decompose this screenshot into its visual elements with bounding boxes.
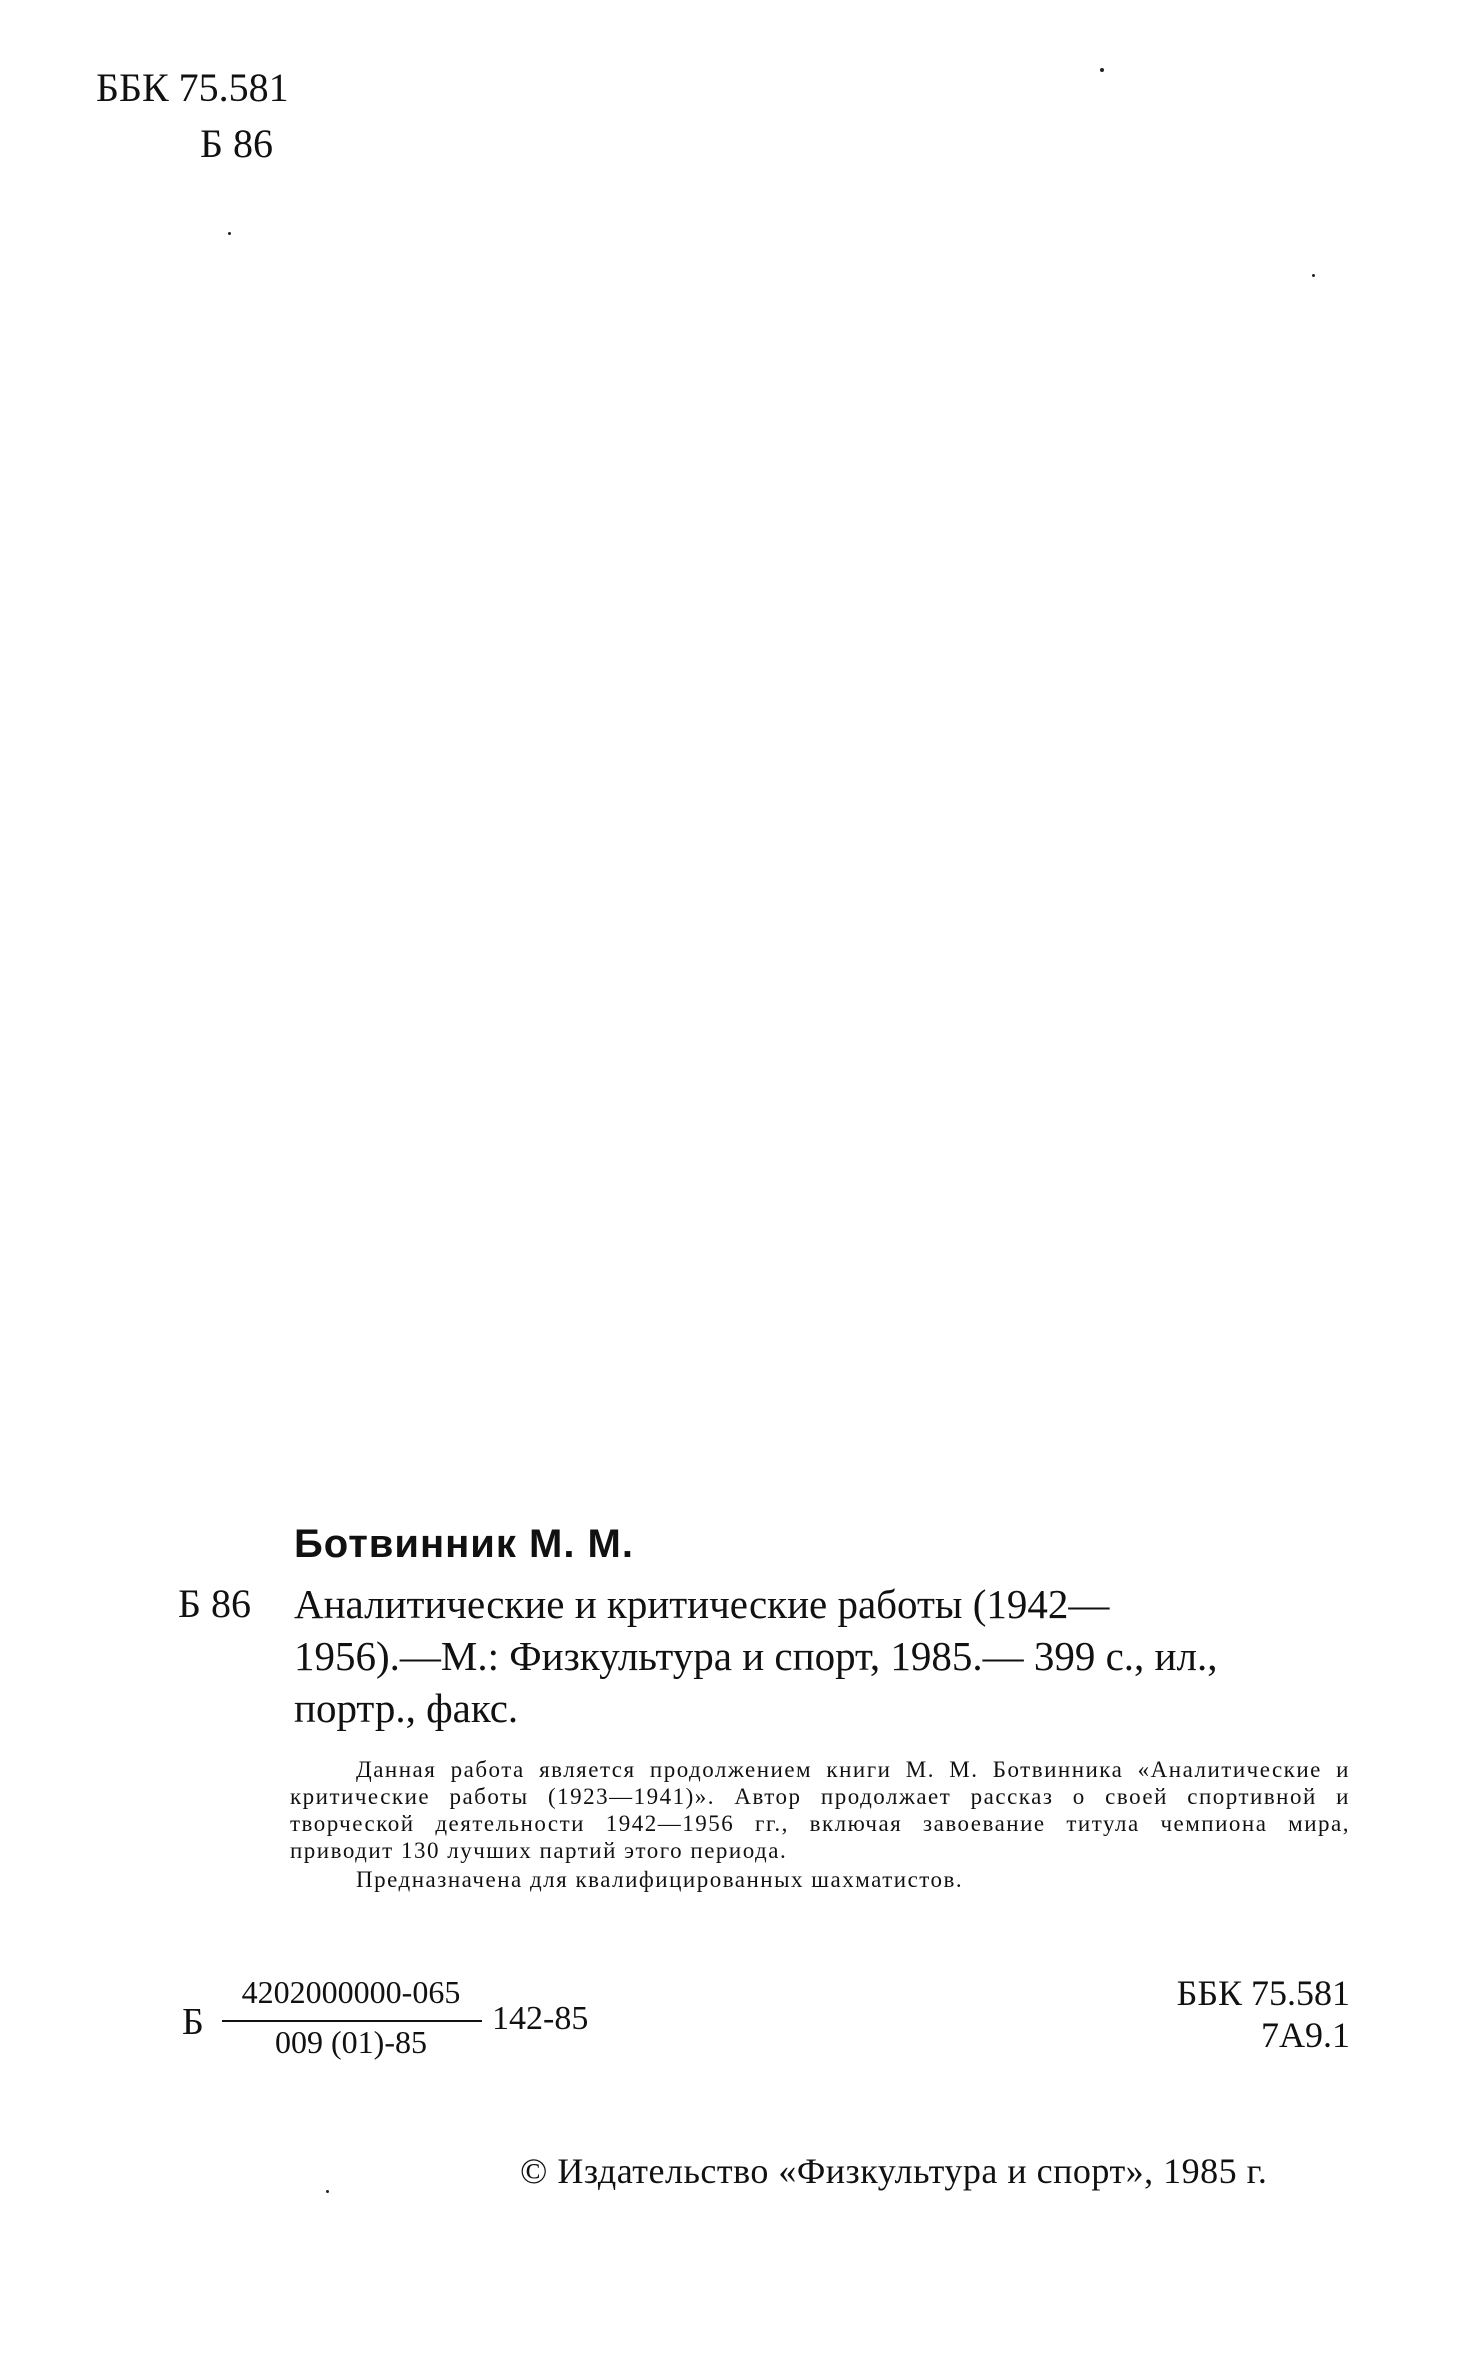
author-mark-header: Б 86 — [200, 121, 273, 166]
copyright-notice: © Издательство «Физкультура и спорт», 1985 г. — [520, 2151, 1268, 2191]
bbk-code: ББК 75.581 — [1176, 1973, 1350, 2013]
catalog-cipher: Б 86 — [178, 1581, 251, 1626]
record-line: Аналитические и критические работы (1942— — [294, 1581, 1110, 1627]
bbk-block — [1150, 1972, 1350, 2056]
record-line: 1956).—М.: Физкультура и спорт, 1985.— 399 с., ил., — [294, 1633, 1218, 1679]
index-letter: Б — [182, 2001, 204, 2043]
bbk-code-header: ББК 75.581 — [96, 65, 289, 110]
print-speck — [1312, 274, 1315, 277]
print-speck — [326, 2190, 329, 2193]
annotation — [290, 1756, 1350, 1893]
print-speck — [228, 232, 231, 235]
catalog-author: Ботвинник М. М. — [294, 1522, 634, 1566]
record-line: портр., факс. — [294, 1685, 519, 1731]
index-numerator: 4202000000-065 — [241, 1974, 461, 2010]
print-speck — [1100, 68, 1104, 72]
bibliographic-record — [294, 1578, 1354, 1734]
bbk-sub-code: 7А9.1 — [1261, 2015, 1350, 2055]
index-suffix: 142-85 — [492, 2000, 589, 2037]
index-denominator: 009 (01)-85 — [275, 2024, 427, 2060]
annotation-paragraph: Предназначена для квалифицированных шахматистов. — [356, 1867, 964, 1892]
fraction-line — [222, 2020, 482, 2022]
annotation-paragraph: Данная работа является продолжением книги М. М. Ботвинника «Аналитические и критические работы (1923—1941)». Автор продолжает рассказ о своей спортивной и творческой деятельности 1942—1956 гг., включая завоевание титула чемпиона мира, приводит 130 лучших партий этого периода. — [290, 1757, 1350, 1863]
